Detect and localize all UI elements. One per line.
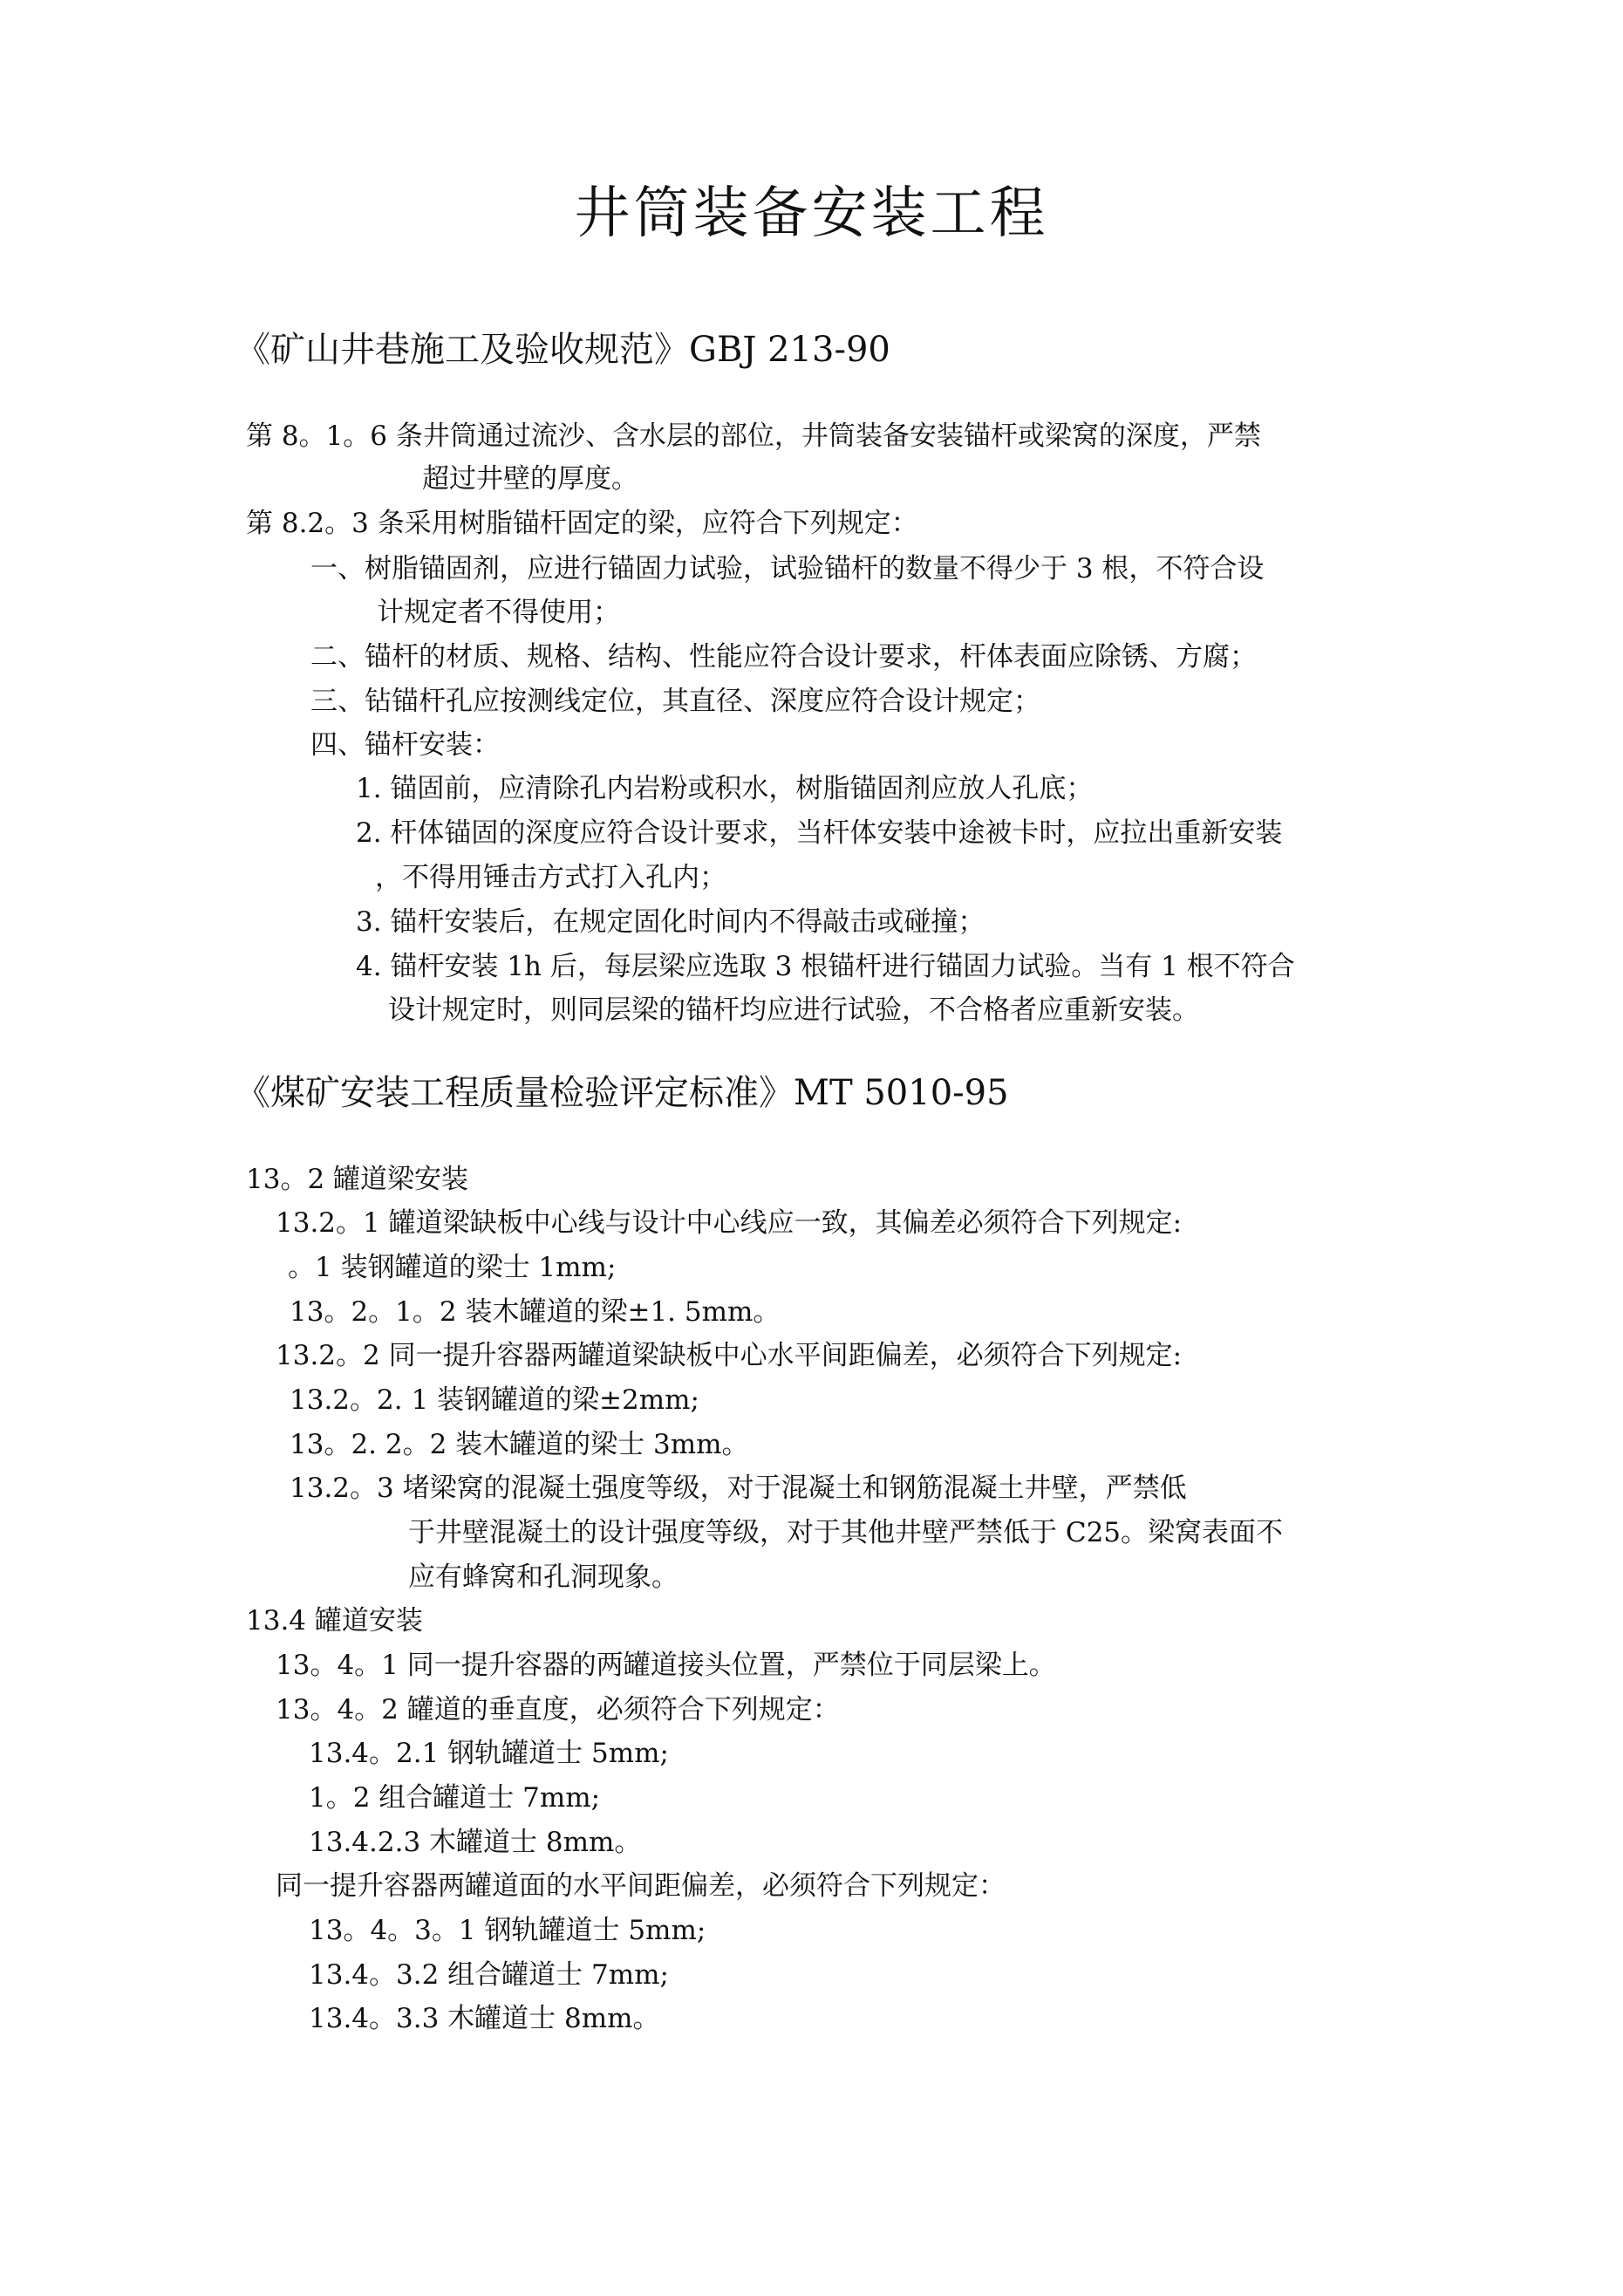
item-2: 二、锚杆的材质、规格、结构、性能应符合设计要求，杆体表面应除锈、方腐； bbox=[310, 641, 1257, 673]
clause-13-4-3: 同一提升容器两罐道面的水平间距偏差，必须符合下列规定： bbox=[276, 1870, 1006, 1902]
clause-8-2-3: 第 8.2。3 条采用树脂锚杆固定的梁，应符合下列规定： bbox=[246, 508, 918, 539]
item-1-cont: 计规定者不得使用； bbox=[377, 597, 620, 628]
subitem-4: 4. 锚杆安装 1h 后，每层梁应选取 3 根锚杆进行锚固力试验。当有 1 根不符合 bbox=[356, 951, 1295, 982]
subitem-2: 2. 杆体锚固的深度应符合设计要求，当杆体安装中途被卡时，应拉出重新安装 bbox=[356, 817, 1283, 849]
subitem-3: 3. 锚杆安装后，在规定固化时间内不得敲击或碰撞； bbox=[356, 906, 985, 938]
clause-8-1-6-cont: 超过井壁的厚度。 bbox=[422, 463, 638, 495]
clause-13-2-1-2: 13。2。1。2 装木罐道的梁±1. 5mm。 bbox=[290, 1296, 781, 1328]
clause-13-2-2-2: 13。2. 2。2 装木罐道的梁士 3mm。 bbox=[290, 1429, 749, 1460]
clause-13-2-2: 13.2。2 同一提升容器两罐道梁缺板中心水平间距偏差，必须符合下列规定: bbox=[276, 1340, 1183, 1371]
subitem-4-cont: 设计规定时，则同层梁的锚杆均应进行试验，不合格者应重新安装。 bbox=[388, 994, 1199, 1026]
item-1: 一、树脂锚固剂，应进行锚固力试验，试验锚杆的数量不得少于 3 根，不符合设 bbox=[310, 553, 1265, 584]
section-heading-mt: 《煤矿安装工程质量检验评定标准》MT 5010-95 bbox=[235, 1073, 1009, 1113]
clause-13-4-1: 13。4。1 同一提升容器的两罐道接头位置，严禁位于同层梁上。 bbox=[276, 1650, 1056, 1681]
subitem-1: 1. 锚固前，应清除孔内岩粉或积水，树脂锚固剂应放人孔底； bbox=[356, 773, 1094, 804]
clause-13-4-2: 13。4。2 罐道的垂直度，必须符合下列规定： bbox=[276, 1694, 840, 1725]
item-4: 四、锚杆安装： bbox=[310, 729, 500, 761]
clause-8-1-6: 第 8。1。6 条井筒通过流沙、含水层的部位，井筒装备安装锚杆或梁窝的深度，严禁 bbox=[246, 420, 1261, 452]
clause-13-4-2-2: 1。2 组合罐道士 7mm; bbox=[309, 1782, 601, 1814]
clause-13-4-2-1: 13.4。2.1 钢轨罐道士 5mm; bbox=[309, 1738, 669, 1769]
clause-13-2-1-1: 。1 装钢罐道的梁士 1mm; bbox=[288, 1252, 617, 1283]
clause-13-4: 13.4 罐道安装 bbox=[246, 1605, 423, 1637]
clause-13-4-3-2: 13.4。3.2 组合罐道士 7mm; bbox=[309, 1959, 669, 1991]
clause-13-2-3: 13.2。3 堵梁窝的混凝土强度等级，对于混凝土和钢筋混凝土井壁，严禁低 bbox=[290, 1473, 1187, 1504]
subitem-2-cont: ，不得用锤击方式打入孔内； bbox=[375, 862, 726, 893]
section-heading-gbj: 《矿山井巷施工及验收规范》GBJ 213-90 bbox=[235, 330, 890, 370]
clause-13-2-3-cont2: 应有蜂窝和孔洞现象。 bbox=[408, 1561, 679, 1593]
item-3: 三、钻锚杆孔应按测线定位，其直径、深度应符合设计规定； bbox=[310, 686, 1040, 717]
clause-13-4-3-3: 13.4。3.3 木罐道士 8mm。 bbox=[309, 2003, 660, 2034]
document-title: 井筒装备安装工程 bbox=[574, 181, 1049, 246]
clause-13-4-3-1: 13。4。3。1 钢轨罐道士 5mm; bbox=[309, 1915, 706, 1946]
clause-13-2-1: 13.2。1 罐道梁缺板中心线与设计中心线应一致，其偏差必须符合下列规定: bbox=[276, 1207, 1183, 1239]
clause-13-2: 13。2 罐道梁安装 bbox=[246, 1164, 469, 1195]
clause-13-2-3-cont: 于井壁混凝土的设计强度等级，对于其他井壁严禁低于 C25。梁窝表面不 bbox=[408, 1517, 1284, 1548]
clause-13-2-2-1: 13.2。2. 1 装钢罐道的梁±2mm; bbox=[290, 1384, 699, 1416]
clause-13-4-2-3: 13.4.2.3 木罐道士 8mm。 bbox=[309, 1827, 642, 1858]
